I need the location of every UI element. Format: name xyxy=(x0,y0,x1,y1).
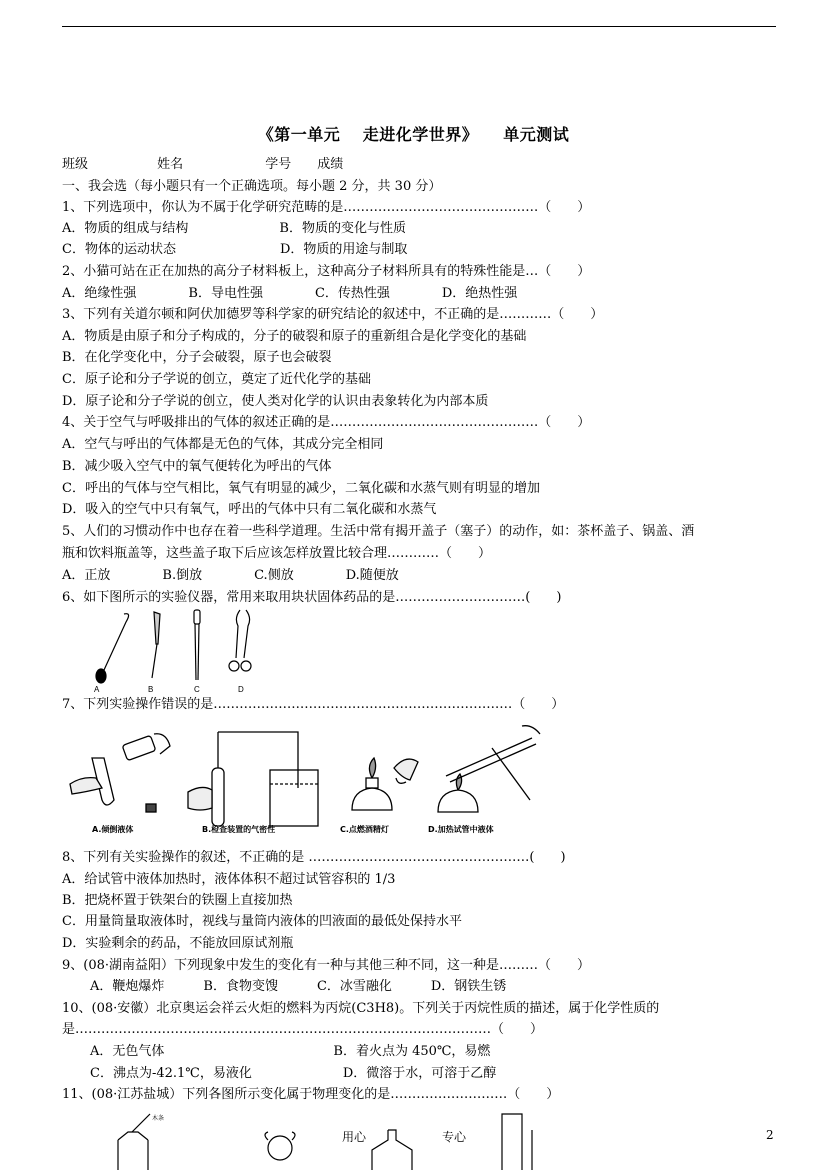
spatula-icon xyxy=(152,612,160,678)
stick-label: 木条 xyxy=(152,1115,165,1122)
question-11-stem: 11、(08·江苏盐城）下列各图所示变化属于物理变化的是………………………（ ） xyxy=(62,1087,560,1102)
airtightness-check-icon xyxy=(188,732,318,826)
lab-instruments-figure xyxy=(88,608,268,694)
question-9-stem: 9、(08·湖南益阳）下列现象中发生的变化有一种与其他三种不同，这一种是………（ ） xyxy=(62,958,591,973)
footer-left-text: 用心 xyxy=(342,1130,367,1144)
question-1-options-cd: C．物体的运动状态 D．物质的用途与制取 xyxy=(62,242,408,257)
instrument-label-a: A xyxy=(94,685,100,694)
operation-caption-b: B.检查装置的气密性 xyxy=(202,825,276,834)
bottle-icon xyxy=(372,1130,412,1170)
question-8-option-b: B．把烧杯置于铁架台的铁圈上直接加热 xyxy=(62,893,293,908)
student-info-line: 班级 姓名 学号 成绩 xyxy=(62,157,344,172)
question-8-option-d: D．实验剩余的药品，不能放回原试剂瓶 xyxy=(62,936,294,951)
question-3-option-c: C．原子论和分子学说的创立，奠定了近代化学的基础 xyxy=(62,372,371,387)
glass-tube-icon xyxy=(502,1114,532,1170)
question-5-options: A．正放 B.倒放 C.侧放 D.随便放 xyxy=(62,568,399,583)
question-4-option-c: C．呼出的气体与空气相比，氧气有明显的减少，二氧化碳和水蒸气则有明显的增加 xyxy=(62,481,540,496)
question-10-stem-line-1: 10、(08·安徽）北京奥运会祥云火炬的燃料为丙烷(C3H8)。下列关于丙烷性质的描述，属于化学性质的 xyxy=(62,1001,660,1016)
question-4-option-d: D．吸入的空气中只有氧气，呼出的气体中只有二氧化碳和水蒸气 xyxy=(62,502,437,517)
question-3-stem: 3、下列有关道尔顿和阿伏加德罗等科学家的研究结论的叙述中，不正确的是…………（ ） xyxy=(62,307,604,322)
question-10-options-ab: A．无色气体 B．着火点为 450℃，易燃 xyxy=(90,1044,491,1059)
instrument-label-b: B xyxy=(148,685,154,694)
question-3-option-d: D．原子论和分子学说的创立，使人类对化学的认识由表象转化为内部本质 xyxy=(62,394,489,409)
lighting-alcohol-lamp-icon xyxy=(352,758,418,810)
question-4-option-a: A．空气与呼出的气体都是无色的气体，其成分完全相同 xyxy=(62,437,384,452)
question-5-stem-line-2: 瓶和饮料瓶盖等，这些盖子取下后应该怎样放置比较合理…………（ ） xyxy=(62,546,492,561)
question-5-stem-line-1: 5、人们的习惯动作中也存在着一些科学道理。生活中常有揭开盖子（塞子）的动作，如：茶杯盖子、锅盖、酒 xyxy=(62,524,695,539)
crucible-tongs-icon xyxy=(229,610,251,671)
footer-right-text: 专心 xyxy=(442,1130,467,1144)
question-1-options-ab: A．物质的组成与结构 B．物质的变化与性质 xyxy=(62,221,406,236)
question-2-stem: 2、小猫可站在正在加热的高分子材料板上，这种高分子材料所具有的特殊性能是…（ ） xyxy=(62,264,591,279)
question-9-options: A．鞭炮爆炸 B．食物变馊 C．冰雪融化 D．钢铁生锈 xyxy=(90,979,507,994)
question-10-options-cd: C．沸点为-42.1℃，易液化 D．微溶于水，可溶于乙醇 xyxy=(90,1066,497,1081)
physical-change-figure xyxy=(92,1110,552,1170)
page-number: 2 xyxy=(766,1128,774,1142)
instrument-label-d: D xyxy=(238,685,244,694)
medicine-spoon-icon xyxy=(96,614,129,683)
header-rule xyxy=(62,26,776,27)
question-6-stem: 6、如下图所示的实验仪器，常用来取用块状固体药品的是…………………………( ) xyxy=(62,590,562,605)
question-3-option-a: A．物质是由原子和分子构成的，分子的破裂和原子的重新组合是化学变化的基础 xyxy=(62,329,527,344)
question-3-option-b: B．在化学变化中，分子会破裂，原子也会破裂 xyxy=(62,350,332,365)
question-7-stem: 7、下列实验操作错误的是……………………………………………………………（ ） xyxy=(62,697,565,712)
question-8-option-a: A．给试管中液体加热时，液体体积不超过试管容积的 1/3 xyxy=(62,872,396,887)
question-2-options: A．绝缘性强 B．导电性强 C．传热性强 D．绝热性强 xyxy=(62,286,518,301)
operation-caption-a: A.倾倒液体 xyxy=(92,825,134,834)
section-heading: 一、我会选（每小题只有一个正确选项。每小题 2 分，共 30 分） xyxy=(62,179,442,194)
question-8-stem: 8、下列有关实验操作的叙述，不正确的是 ……………………………………………( ) xyxy=(62,850,566,865)
question-8-option-c: C．用量筒量取液体时，视线与量筒内液体的凹液面的最低处保持水平 xyxy=(62,914,462,929)
page-title: 《第一单元 走进化学世界》 单元测试 xyxy=(257,125,570,144)
instrument-label-c: C xyxy=(194,685,200,694)
child-figure-icon xyxy=(265,1132,295,1160)
glass-rod-icon xyxy=(194,610,200,680)
question-1-stem: 1、下列选项中，你认为不属于化学研究范畴的是………………………………………（ ） xyxy=(62,200,591,215)
pouring-liquid-icon xyxy=(70,734,170,812)
burning-stick-bottle-icon xyxy=(118,1114,150,1170)
question-10-stem-line-2: 是……………………………………………………………………………………（ ） xyxy=(62,1022,544,1037)
question-4-stem: 4、关于空气与呼吸排出的气体的叙述正确的是…………………………………………（ ） xyxy=(62,415,591,430)
operation-caption-d: D.加热试管中液体 xyxy=(428,825,494,834)
lab-operations-figure xyxy=(62,718,692,840)
operation-caption-c: C.点燃酒精灯 xyxy=(340,825,389,834)
heating-test-tube-icon xyxy=(438,726,540,812)
question-4-option-b: B．减少吸入空气中的氧气便转化为呼出的气体 xyxy=(62,459,332,474)
